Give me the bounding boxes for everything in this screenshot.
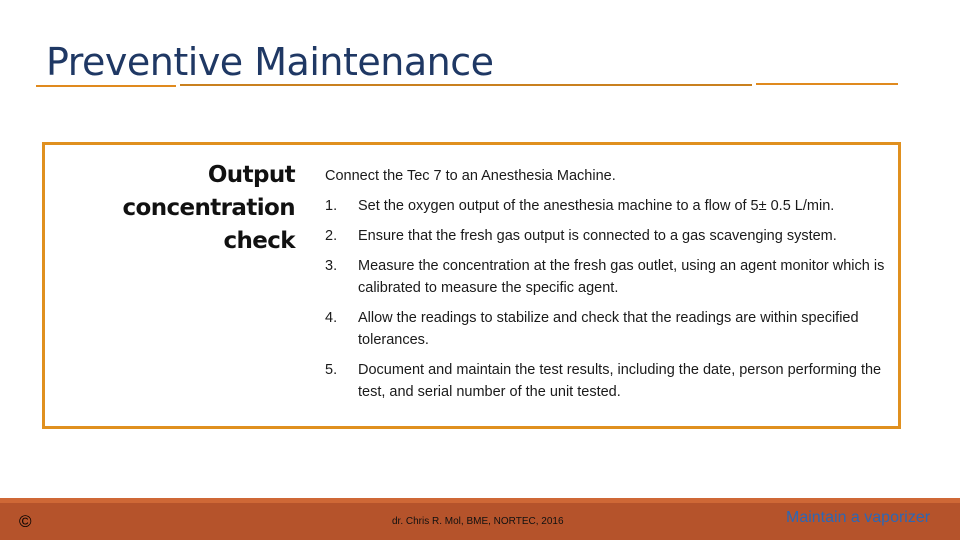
step-number: 4. <box>325 310 338 326</box>
section-label: Maintain a vaporizer <box>786 509 931 526</box>
title-underline-left <box>36 85 176 87</box>
title-underline-middle <box>180 84 752 86</box>
footer-credit: dr. Chris R. Mol, BME, NORTEC, 2016 <box>392 516 564 527</box>
list-item <box>325 255 885 299</box>
step-number: 1. <box>325 198 338 214</box>
copyright-icon: © <box>19 512 32 531</box>
step-text: Ensure that the fresh gas output is connected to a gas scavenging system. <box>358 228 837 244</box>
list-item <box>325 307 885 351</box>
list-item <box>325 359 885 403</box>
heading-line-2: check <box>223 228 295 254</box>
title-underline-right <box>756 83 898 85</box>
footer-accent-strip <box>0 498 960 503</box>
step-number: 2. <box>325 228 338 244</box>
panel-content <box>325 165 885 411</box>
step-text: Measure the concentration at the fresh gas outlet, using an agent monitor which is calibrated to measure the specific agent. <box>358 258 885 296</box>
intro-text: Connect the Tec 7 to an Anesthesia Machine. <box>325 168 616 184</box>
list-item <box>325 225 885 247</box>
footer-bar <box>0 498 960 540</box>
step-text: Set the oxygen output of the anesthesia machine to a flow of 5± 0.5 L/min. <box>358 198 835 214</box>
heading-line-1: Output concentration <box>122 162 295 221</box>
slide-title: Preventive Maintenance <box>46 40 494 84</box>
step-number: 5. <box>325 362 338 378</box>
list-item <box>325 195 885 217</box>
step-text: Allow the readings to stabilize and check that the readings are within specified tolerances. <box>358 310 859 348</box>
content-panel <box>42 142 901 429</box>
steps-list <box>325 195 885 403</box>
panel-heading <box>57 159 295 258</box>
step-number: 3. <box>325 258 338 274</box>
step-text: Document and maintain the test results, including the date, person performing the test, and serial number of the unit tested. <box>358 362 882 400</box>
